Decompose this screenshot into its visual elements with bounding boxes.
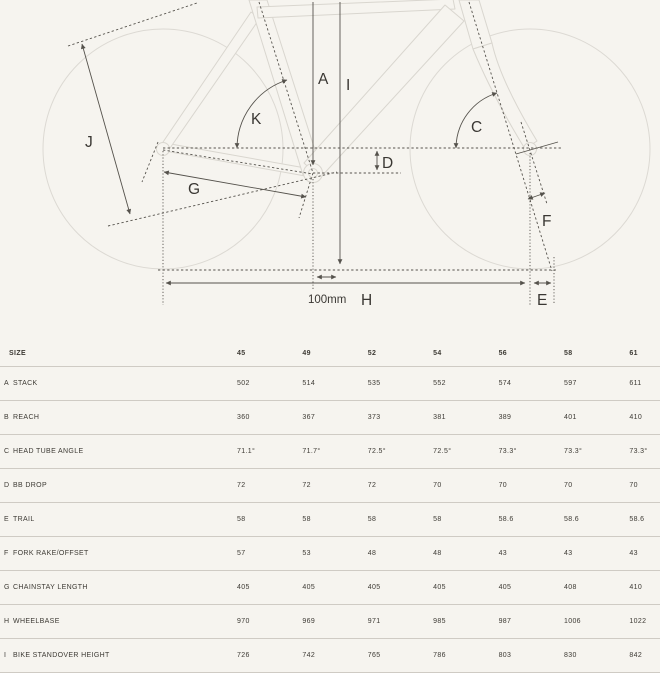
value-cell: 786 (433, 652, 446, 659)
geometry-table (0, 341, 660, 673)
value-cell: 405 (237, 584, 250, 591)
value-cell: 70 (629, 482, 638, 489)
value-cell: 1006 (563, 618, 581, 625)
rear-hub (157, 143, 170, 156)
value-cell: 58 (237, 516, 246, 523)
label-trail: E (537, 292, 548, 309)
table-row (0, 639, 660, 673)
steering-axis (469, 2, 552, 271)
value-cell: 57 (237, 550, 246, 557)
row-label: TRAIL (13, 516, 35, 523)
size-column-header: 54 (433, 350, 442, 357)
value-cell: 71.7° (302, 448, 321, 455)
value-cell: 373 (367, 414, 381, 421)
row-label-cell (0, 516, 237, 523)
size-column-header: 61 (629, 350, 638, 357)
down-tube (304, 5, 464, 178)
seatstay-tube (161, 12, 260, 151)
value-cell: 58.6 (563, 516, 579, 523)
value-cell: 73.3° (498, 448, 517, 455)
row-letter: B (4, 414, 10, 421)
table-row (0, 401, 660, 435)
size-column-header: 49 (302, 350, 311, 357)
fork-offset-dimension-line (528, 193, 545, 199)
row-label-cell (0, 550, 237, 557)
value-cell: 969 (302, 618, 316, 625)
row-letter: C (4, 448, 10, 455)
value-cell: 72 (367, 482, 377, 489)
table-row (0, 367, 660, 401)
value-cell: 70 (563, 482, 573, 489)
size-column-header: 45 (237, 350, 246, 357)
value-cell: 985 (433, 618, 446, 625)
value-cell: 597 (563, 380, 577, 387)
value-cell: 48 (367, 550, 377, 557)
value-cell: 574 (498, 380, 512, 387)
value-cell: 367 (302, 414, 316, 421)
value-cell: 73.3° (563, 448, 583, 455)
value-cell: 405 (498, 584, 512, 591)
value-cell: 514 (302, 380, 316, 387)
row-label: BIKE STANDOVER HEIGHT (13, 652, 110, 659)
row-label: STACK (13, 380, 38, 387)
value-cell: 53 (302, 550, 311, 557)
value-cell: 742 (302, 652, 316, 659)
row-label: REACH (13, 414, 40, 421)
table-header-row (0, 341, 660, 367)
value-cell: 987 (498, 618, 512, 625)
row-label-cell (0, 584, 237, 591)
row-label: BB DROP (13, 482, 47, 489)
row-letter: G (4, 584, 10, 591)
value-cell: 405 (433, 584, 446, 591)
row-letter: D (4, 482, 10, 489)
value-cell: 71.1° (237, 448, 256, 455)
value-cell: 410 (629, 414, 643, 421)
value-cell: 70 (433, 482, 442, 489)
seat-top-perpendicular-line (68, 3, 197, 46)
row-label: CHAINSTAY LENGTH (13, 584, 88, 591)
size-header-label: SIZE (9, 350, 26, 357)
label-stack: A (318, 71, 329, 88)
value-cell: 842 (629, 652, 643, 659)
size-column-header: 58 (563, 350, 573, 357)
label-standover-offset: 100mm (308, 294, 347, 306)
row-letter: F (4, 550, 9, 557)
value-cell: 58.6 (629, 516, 645, 523)
row-letter: E (4, 516, 10, 523)
row-label-cell (0, 380, 237, 387)
value-cell: 405 (302, 584, 316, 591)
table-row (0, 537, 660, 571)
row-label: HEAD TUBE ANGLE (13, 448, 84, 455)
seat-tube-dimension-line (82, 44, 130, 214)
value-cell: 43 (498, 550, 508, 557)
value-cell: 535 (367, 380, 381, 387)
label-bb-drop: D (382, 155, 394, 172)
row-label-cell (0, 414, 237, 421)
row-letter: A (4, 380, 10, 387)
rear-axle-perpendicular-line (142, 142, 158, 182)
fork-blade (473, 43, 537, 149)
row-label-cell (0, 618, 237, 625)
row-letter: I (4, 652, 7, 659)
value-cell: 830 (563, 652, 577, 659)
seat-bottom-perpendicular-line (108, 172, 337, 226)
label-seat-tube-angle: K (251, 111, 262, 128)
value-cell: 43 (563, 550, 573, 557)
seat-tube (249, 0, 321, 175)
value-cell: 72.5° (433, 448, 452, 455)
value-cell: 405 (367, 584, 381, 591)
value-cell: 58 (433, 516, 442, 523)
top-tube (257, 0, 455, 18)
value-cell: 552 (433, 380, 446, 387)
value-cell: 360 (237, 414, 250, 421)
table-row (0, 469, 660, 503)
value-cell: 58.6 (498, 516, 514, 523)
value-cell: 72.5° (367, 448, 386, 455)
table-row (0, 503, 660, 537)
value-cell: 70 (498, 482, 508, 489)
row-label-cell (0, 652, 237, 659)
value-cell: 408 (563, 584, 577, 591)
label-fork-offset: F (542, 213, 552, 230)
value-cell: 971 (367, 618, 381, 625)
size-column-header: 56 (498, 350, 508, 357)
value-cell: 726 (237, 652, 250, 659)
row-label: WHEELBASE (13, 618, 60, 625)
value-cell: 73.3° (629, 448, 648, 455)
value-cell: 803 (498, 652, 512, 659)
label-chainstay: G (188, 181, 201, 198)
row-letter: H (4, 618, 10, 625)
value-cell: 502 (237, 380, 250, 387)
bike-geometry-diagram (0, 0, 660, 332)
value-cell: 381 (433, 414, 446, 421)
value-cell: 58 (367, 516, 377, 523)
table-row (0, 571, 660, 605)
value-cell: 401 (563, 414, 577, 421)
label-seat-tube-length: J (85, 134, 93, 151)
value-cell: 389 (498, 414, 512, 421)
row-label-cell (0, 448, 237, 455)
value-cell: 48 (433, 550, 442, 557)
value-cell: 58 (302, 516, 311, 523)
value-cell: 611 (629, 380, 642, 387)
row-label: FORK RAKE/OFFSET (13, 550, 89, 557)
value-cell: 72 (302, 482, 311, 489)
value-cell: 410 (629, 584, 643, 591)
label-head-tube-angle: C (471, 119, 483, 136)
label-standover: I (346, 77, 351, 94)
table-row (0, 435, 660, 469)
value-cell: 1022 (629, 618, 647, 625)
value-cell: 765 (367, 652, 381, 659)
table-row (0, 605, 660, 639)
size-header-cell (0, 350, 237, 357)
size-column-header: 52 (367, 350, 377, 357)
value-cell: 72 (237, 482, 246, 489)
label-wheelbase: H (361, 292, 373, 309)
value-cell: 970 (237, 618, 250, 625)
value-cell: 43 (629, 550, 638, 557)
row-label-cell (0, 482, 237, 489)
